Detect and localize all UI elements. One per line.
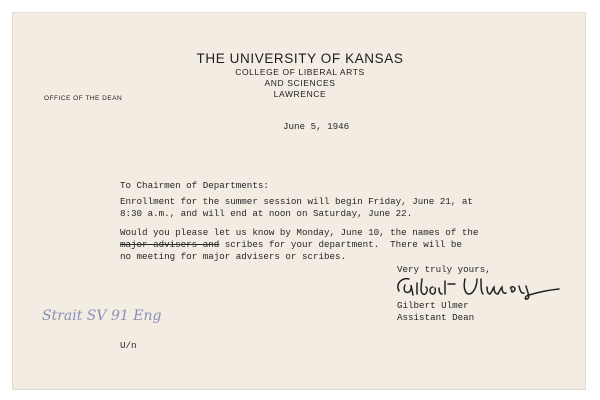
paragraph-line: Enrollment for the summer session will begin Friday, June 21, at [120,196,473,207]
paragraph-line: no meeting for major advisers or scribes. [120,251,347,262]
paragraph-line: 8:30 a.m., and will end at noon on Saturday, June 22. [120,208,413,219]
college-name: COLLEGE OF LIBERAL ARTS [235,67,365,77]
salutation: To Chairmen of Departments: [120,180,269,191]
office-of-the-dean: OFFICE OF THE DEAN [44,95,123,102]
university-name: THE UNIVERSITY OF KANSAS [196,51,404,66]
letter-date: June 5, 1946 [283,121,350,132]
pencil-annotation [42,302,272,338]
signer-title: Assistant Dean [397,312,475,323]
city-name: LAWRENCE [273,89,327,99]
paragraph-enrollment [120,196,473,220]
paragraph-line: Would you please let us know by Monday, June 10, the names of the [120,227,479,238]
typist-initials: U/n [120,340,137,351]
paragraph-request [120,227,478,263]
closing: Very truly yours, [397,264,491,275]
paragraph-line: scribes for your department. There will be [219,239,462,250]
handwritten-signature [393,273,563,301]
struck-text: major advisers and [120,239,220,250]
signer-name: Gilbert Ulmer [397,300,469,311]
handwritten-note: Strait SV 91 Eng [42,308,162,324]
college-name-continued: AND SCIENCES [264,78,336,88]
